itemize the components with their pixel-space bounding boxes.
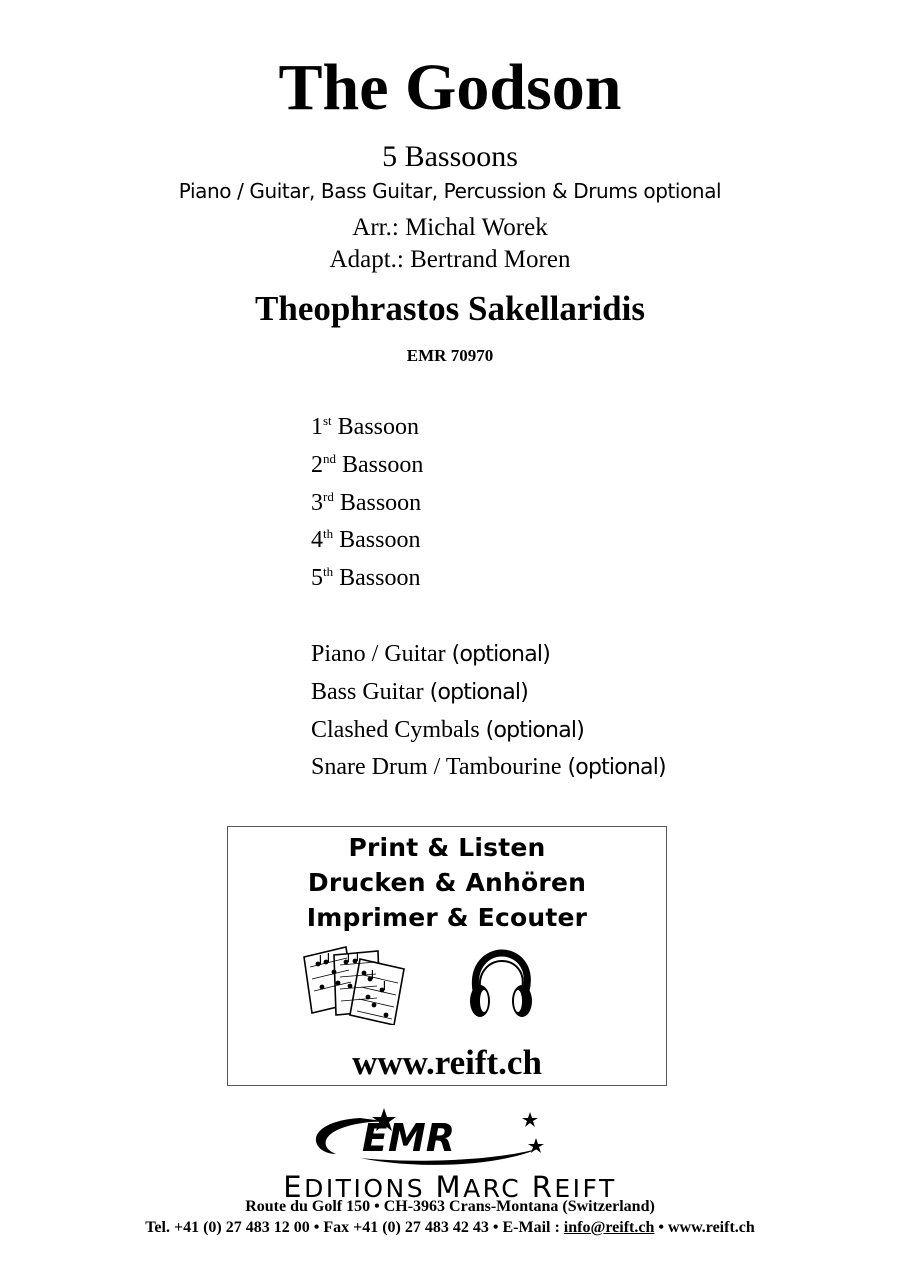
piece-title: The Godson — [278, 51, 622, 124]
publisher-name: EDITIONS MARC REIFT — [283, 1170, 617, 1204]
optional-part-item: Clashed Cymbals (optional) — [311, 716, 584, 743]
svg-text:EMR: EMR — [362, 1116, 456, 1160]
publisher-contact: Tel. +41 (0) 27 483 12 00 • Fax +41 (0) 27 483 42 43 • E-Mail : info@reift.ch • www.reift.ch — [145, 1219, 755, 1236]
sheet-music-icon — [300, 945, 410, 1025]
print-listen-en: Print & Listen — [348, 833, 546, 862]
website-url[interactable]: www.reift.ch — [352, 1043, 542, 1082]
composer: Theophrastos Sakellaridis — [255, 289, 645, 328]
arranger: Arr.: Michal Worek — [352, 214, 548, 241]
email-link[interactable]: info@reift.ch — [563, 1219, 655, 1236]
optional-part-item: Piano / Guitar (optional) — [311, 641, 550, 667]
parts-list — [311, 409, 423, 598]
part-item: 1st Bassoon — [311, 413, 420, 440]
part-item: 4th Bassoon — [311, 526, 421, 554]
catalog-number: EMR 70970 — [406, 346, 494, 365]
part-item: 5th Bassoon — [311, 564, 421, 592]
optional-parts-list — [311, 636, 666, 787]
print-listen-box — [227, 826, 667, 1086]
adapter: Adapt.: Bertrand Moren — [329, 246, 571, 273]
optional-part-item: Bass Guitar (optional) — [311, 678, 528, 705]
part-item: 2nd Bassoon — [311, 450, 424, 478]
part-item: 3rd Bassoon — [311, 488, 422, 516]
publisher-address: Route du Golf 150 • CH-3963 Crans-Montana (Switzerland) — [245, 1198, 655, 1215]
optional-instruments: Piano / Guitar, Bass Guitar, Percussion & Drums optional — [178, 179, 722, 203]
optional-part-item: Snare Drum / Tambourine (optional) — [311, 754, 666, 781]
print-listen-de: Drucken & Anhören — [307, 868, 587, 897]
print-listen-fr: Imprimer & Ecouter — [306, 903, 588, 932]
instrumentation: 5 Bassoons — [382, 140, 518, 173]
headphones-icon — [466, 949, 536, 1021]
